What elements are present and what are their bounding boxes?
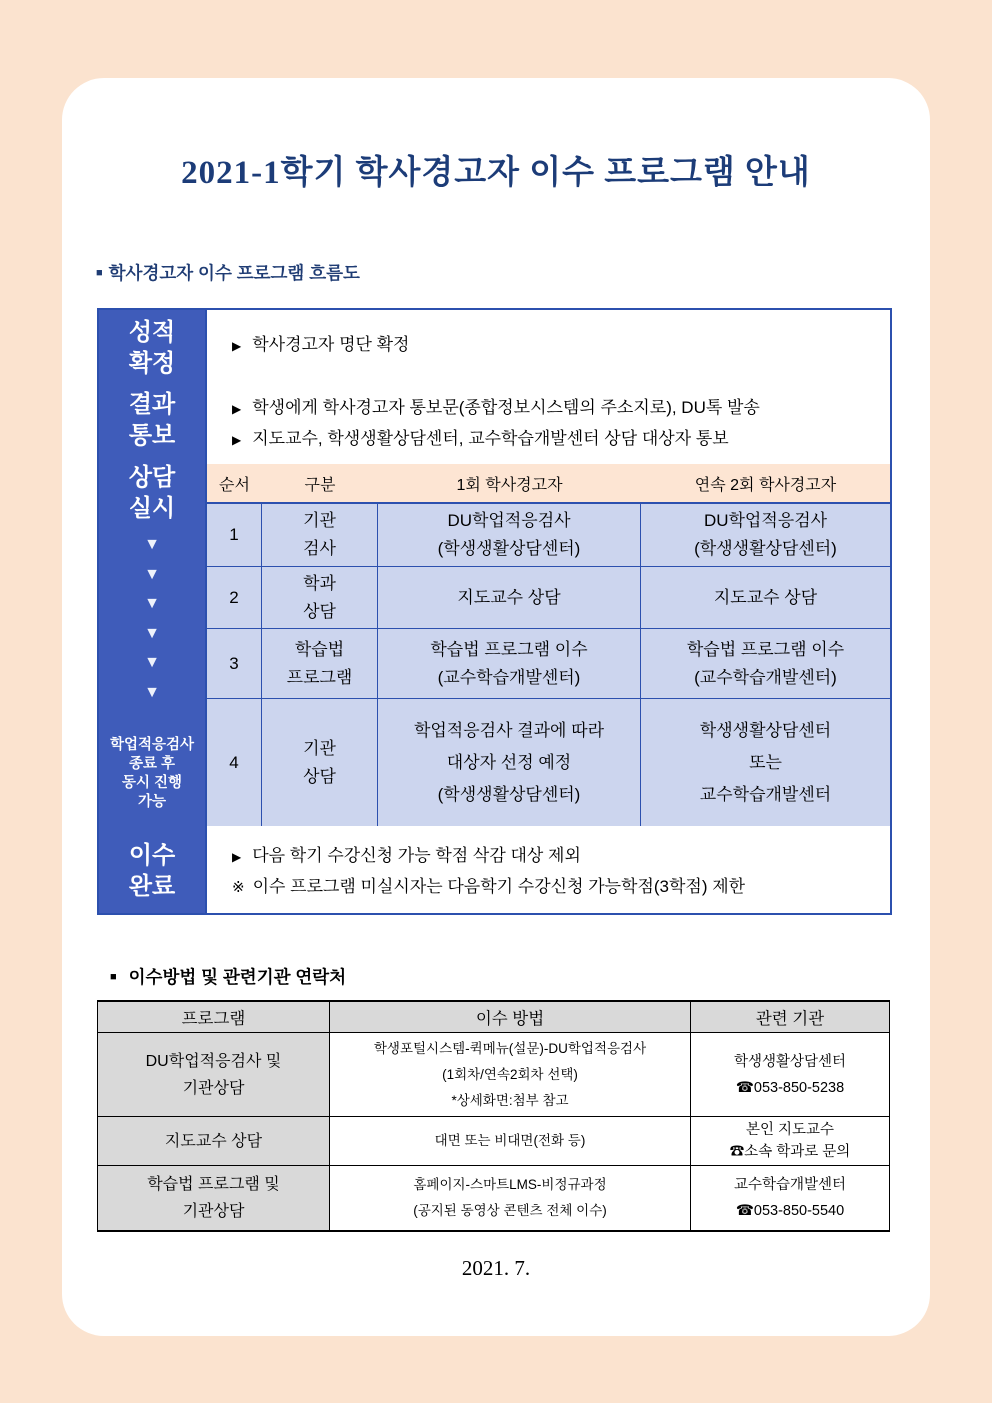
bullet-line	[232, 330, 890, 361]
col-header-program: 프로그램	[98, 1002, 330, 1033]
flow-sidebar	[99, 310, 207, 913]
stage-grade-confirm: 성적 확정	[128, 319, 176, 377]
table-cell-type: 학습법 프로그램	[262, 629, 378, 699]
stage-result-notify: 결과 통보	[128, 391, 176, 449]
table-cell-no: 1	[207, 504, 262, 567]
bullet-line	[232, 841, 890, 872]
table-cell-first: DU학업적응검사 (학생생활상담센터)	[378, 504, 641, 567]
flowchart-section-header	[96, 260, 360, 285]
method-cell: 홈페이지-스마트LMS-비정규과정 (공지된 동영상 콘텐츠 전체 이수)	[330, 1166, 691, 1230]
triangle-bullet-icon: ▶	[232, 402, 242, 416]
sidebar-note: 학업적응검사 종료 후 동시 진행 가능	[109, 737, 195, 810]
contact-table	[97, 1000, 890, 1232]
bullet-text: 학사경고자 명단 확정	[252, 335, 410, 354]
table-cell-second: 학생생활상담센터 또는 교수학습개발센터	[641, 699, 890, 826]
reference-mark-icon: ※	[232, 879, 245, 896]
col-header-first-warning: 1회 학사경고자	[456, 476, 563, 494]
grade-confirm-section	[207, 310, 890, 382]
program-cell: 지도교수 상담	[98, 1117, 330, 1166]
table-cell-type: 학과 상담	[262, 567, 378, 629]
bullet-text: 이수 프로그램 미실시자는 다음학기 수강신청 가능학점(3학점) 제한	[252, 877, 746, 896]
complete-section	[207, 826, 890, 913]
square-bullet-icon: ■	[110, 970, 117, 983]
org-cell: 교수학습개발센터 ☎053-850-5540	[733, 1177, 847, 1219]
col-header-type: 구분	[304, 476, 336, 494]
triangle-bullet-icon: ▶	[232, 433, 242, 447]
col-header-method: 이수 방법	[330, 1002, 691, 1033]
table-cell-first: 학업적응검사 결과에 따라 대상자 선정 예정 (학생생활상담센터)	[378, 699, 641, 826]
footer-date: 2021. 7.	[461, 1256, 531, 1280]
bullet-text: 학생에게 학사경고자 통보문(종합정보시스템의 주소지로), DU톡 발송	[252, 398, 760, 417]
table-cell-no: 2	[207, 567, 262, 629]
triangle-bullet-icon: ▶	[232, 339, 242, 353]
table-cell-type: 기관 상담	[262, 699, 378, 826]
triangle-bullet-icon: ▶	[232, 850, 242, 864]
down-arrow-icons: ▼ ▼ ▼ ▼ ▼ ▼	[144, 536, 160, 701]
col-header-second-warning: 연속 2회 학사경고자	[694, 476, 837, 494]
org-cell: 본인 지도교수 ☎소속 학과로 문의	[691, 1117, 889, 1166]
bullet-line	[232, 424, 890, 455]
square-bullet-icon: ■	[96, 266, 103, 279]
table-cell-second: DU학업적응검사 (학생생활상담센터)	[641, 504, 890, 567]
bullet-text: 다음 학기 수강신청 가능 학점 삭감 대상 제외	[252, 846, 581, 865]
bullet-line	[232, 393, 890, 424]
bullet-line	[232, 872, 890, 903]
table-cell-no: 3	[207, 629, 262, 699]
col-header-org: 관련 기관	[691, 1002, 889, 1033]
contact-row-advisor	[98, 1117, 889, 1166]
table-cell-first: 지도교수 상담	[378, 567, 641, 629]
col-header-no: 순서	[219, 476, 250, 494]
contact-section-header	[110, 964, 346, 989]
contact-row-du-test	[98, 1033, 889, 1117]
stage-consult: 상담 실시	[128, 464, 176, 522]
table-cell-type: 기관 검사	[262, 504, 378, 567]
flow-content	[207, 310, 890, 913]
table-cell-second: 학습법 프로그램 이수 (교수학습개발센터)	[641, 629, 890, 699]
table-cell-second: 지도교수 상담	[641, 567, 890, 629]
consult-table-header	[207, 464, 890, 502]
flowchart-section-title: 학사경고자 이수 프로그램 흐름도	[108, 263, 360, 283]
org-cell: 학생생활상담센터 ☎053-850-5238	[691, 1033, 889, 1117]
contact-table-header	[98, 1002, 889, 1033]
bullet-text: 지도교수, 학생생활상담센터, 교수학습개발센터 상담 대상자 통보	[252, 429, 729, 448]
consult-table-body	[207, 502, 890, 826]
stage-complete: 이수 완료	[128, 842, 176, 900]
program-cell: 학습법 프로그램 및 기관상담	[98, 1166, 330, 1230]
notice-card	[62, 78, 930, 1336]
method-cell: 대면 또는 비대면(전화 등)	[330, 1117, 691, 1166]
method-cell: 학생포털시스템-퀵메뉴(설문)-DU학업적응검사 (1회차/연속2회차 선택) *상세화면:첨부 참고	[330, 1033, 691, 1117]
table-cell-first: 학습법 프로그램 이수 (교수학습개발센터)	[378, 629, 641, 699]
table-cell-no: 4	[207, 699, 262, 826]
flowchart-table	[97, 308, 892, 915]
contact-section-title: 이수방법 및 관련기관 연락처	[128, 967, 347, 987]
page-title: 2021-1학기 학사경고자 이수 프로그램 안내	[181, 155, 811, 191]
contact-row-learning	[98, 1166, 889, 1230]
result-notify-section	[207, 382, 890, 464]
program-cell: DU학업적응검사 및 기관상담	[98, 1033, 330, 1117]
